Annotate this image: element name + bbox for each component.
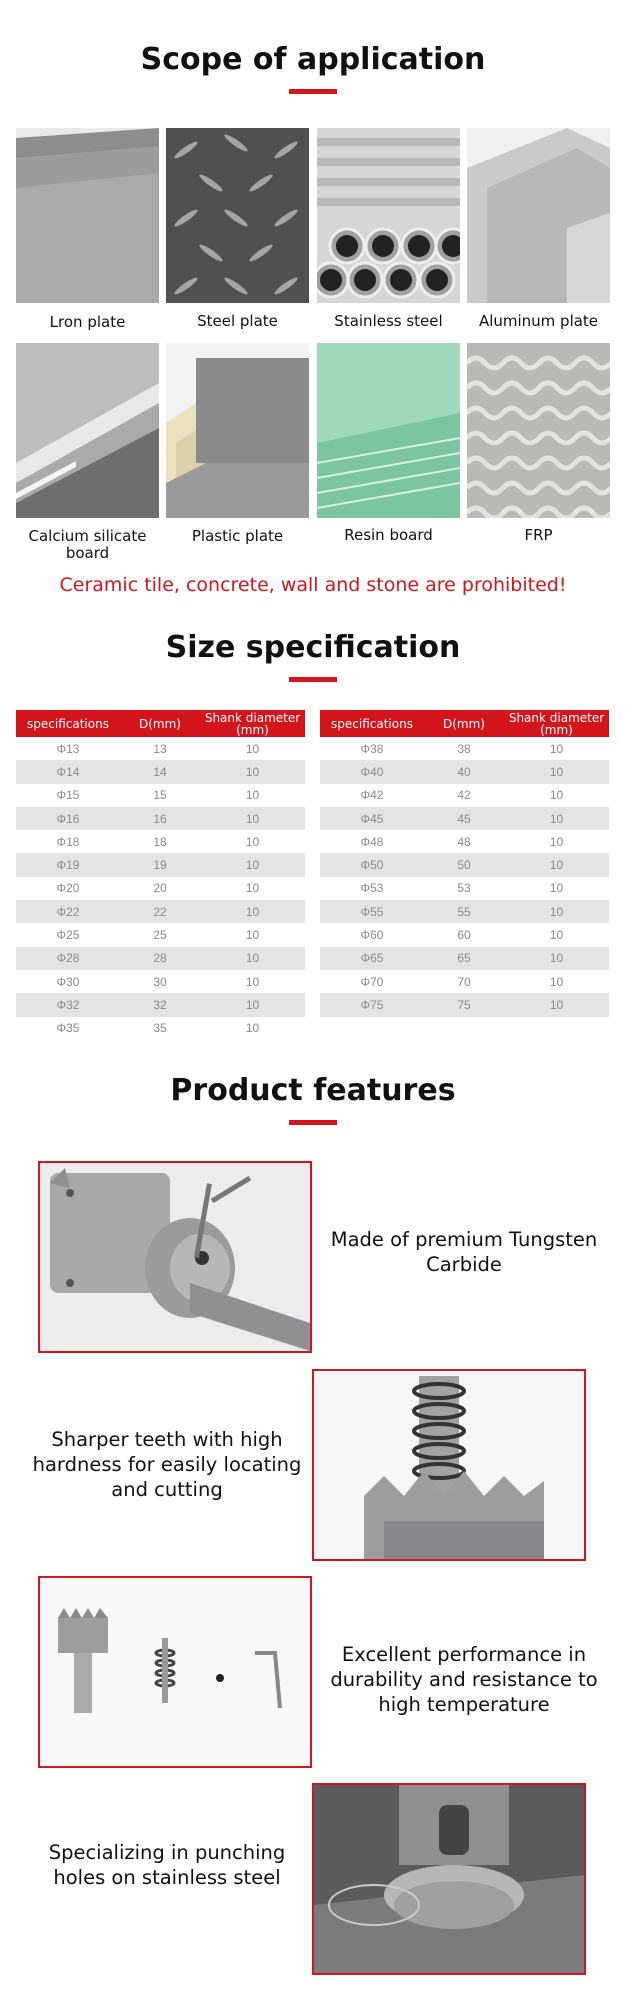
iron-plate-image [16, 128, 159, 303]
table-cell: Φ30 [56, 974, 80, 989]
table-cell: Φ28 [16, 947, 120, 970]
table-cell: 10 [245, 974, 260, 989]
stainless-steel-image [317, 128, 460, 303]
table-cell: 10 [245, 788, 260, 803]
table-cell: 10 [245, 928, 260, 943]
table-cell: Φ16 [16, 807, 120, 830]
table-cell: 42 [457, 788, 471, 803]
table-cell: 10 [245, 834, 260, 849]
spec-table-left [16, 710, 305, 1040]
table-cell: 19 [120, 853, 200, 876]
table-row [320, 760, 609, 783]
table-row [16, 760, 305, 783]
table-cell: 60 [457, 928, 471, 943]
table-cell: 45 [424, 807, 504, 830]
table-row [320, 877, 609, 900]
table-row [16, 737, 305, 760]
table-row [320, 853, 609, 876]
cutter-on-steel-plate-image [312, 1783, 586, 1975]
table-cell: Φ42 [360, 788, 384, 803]
table-cell: 50 [424, 853, 504, 876]
material-caption: Stainless steel [334, 312, 443, 330]
table-cell: Φ25 [56, 928, 80, 943]
frp-image [467, 343, 610, 518]
table-cell: Φ60 [360, 928, 384, 943]
size-title-underline [289, 677, 337, 682]
table-cell: 10 [549, 881, 564, 896]
spec-table-right [320, 710, 609, 1017]
table-cell: 10 [549, 834, 564, 849]
steel-plate-image [166, 128, 309, 303]
table-row [16, 784, 305, 807]
table-cell: Φ45 [320, 807, 424, 830]
table-cell: 16 [120, 807, 200, 830]
table-row [16, 900, 305, 923]
features-title-underline [289, 1120, 337, 1125]
material-caption: Lron plate [49, 313, 126, 331]
table-cell: Φ15 [56, 788, 80, 803]
table-cell: 40 [424, 760, 504, 783]
table-cell: Φ53 [360, 881, 384, 896]
table-row [320, 900, 609, 923]
table-cell: 10 [549, 788, 564, 803]
table-cell: 10 [504, 760, 609, 783]
table-cell: 13 [153, 741, 167, 756]
table-row [320, 784, 609, 807]
table-cell: Φ32 [16, 993, 120, 1016]
scope-title: Scope of application [140, 42, 486, 77]
table-cell: 70 [457, 974, 471, 989]
table-cell: 10 [200, 900, 305, 923]
table-cell: 10 [549, 974, 564, 989]
table-cell: Φ70 [360, 974, 384, 989]
table-row [320, 970, 609, 993]
table-cell: 10 [549, 928, 564, 943]
table-row [16, 830, 305, 853]
prohibited-warning: Ceramic tile, concrete, wall and stone are prohibited! [59, 574, 567, 596]
table-cell: 55 [424, 900, 504, 923]
table-cell: 20 [153, 881, 167, 896]
table-row [16, 807, 305, 830]
table-cell: 53 [457, 881, 471, 896]
table-cell: Φ13 [56, 741, 80, 756]
resin-board-image [317, 343, 460, 518]
column-header: Shank diameter (mm) [504, 710, 609, 737]
table-row [320, 923, 609, 946]
table-cell: Φ50 [320, 853, 424, 876]
feature-text: Made of premium Tungsten Carbide [330, 1228, 598, 1276]
table-cell: 10 [200, 993, 305, 1016]
material-caption: Steel plate [197, 312, 278, 330]
table-cell: 10 [504, 807, 609, 830]
table-cell: 10 [200, 853, 305, 876]
table-cell: Φ18 [56, 834, 80, 849]
calcium-silicate-board-image [16, 343, 159, 518]
table-row [16, 947, 305, 970]
table-cell: 10 [245, 1021, 260, 1036]
column-header: specifications [320, 710, 424, 737]
table-cell: 10 [200, 947, 305, 970]
table-cell: 75 [424, 993, 504, 1016]
table-cell: 22 [120, 900, 200, 923]
table-cell: 28 [120, 947, 200, 970]
table-row [16, 1017, 305, 1040]
table-cell: 10 [504, 947, 609, 970]
table-row [16, 970, 305, 993]
table-cell: 18 [153, 834, 167, 849]
table-cell: 30 [153, 974, 167, 989]
table-cell: Φ20 [56, 881, 80, 896]
table-cell: Φ55 [320, 900, 424, 923]
table-cell: 10 [245, 741, 260, 756]
table-cell: 10 [200, 807, 305, 830]
table-row [16, 853, 305, 876]
plastic-plate-image [166, 343, 309, 518]
table-cell: 10 [504, 853, 609, 876]
table-cell: 15 [153, 788, 167, 803]
material-caption: Aluminum plate [478, 312, 599, 330]
table-row [320, 807, 609, 830]
table-cell: 38 [457, 741, 471, 756]
features-title: Product features [170, 1073, 456, 1108]
material-caption: Resin board [344, 526, 433, 544]
scope-title-underline [289, 89, 337, 94]
table-cell: Φ19 [16, 853, 120, 876]
material-caption: FRP [524, 526, 553, 544]
table-row [320, 737, 609, 760]
table-cell: Φ22 [16, 900, 120, 923]
column-header: specifications [16, 710, 120, 737]
table-cell: 10 [549, 741, 564, 756]
aluminum-plate-image [467, 128, 610, 303]
feature-text: Sharper teeth with high hardness for easily locating and cutting [32, 1428, 302, 1501]
feature-text: Specializing in punching holes on stainless steel [48, 1841, 286, 1889]
table-cell: 35 [153, 1021, 167, 1036]
size-title: Size specification [165, 630, 461, 665]
table-cell: Φ14 [16, 760, 120, 783]
table-cell: Φ65 [320, 947, 424, 970]
table-cell: 48 [457, 834, 471, 849]
table-cell: 10 [504, 900, 609, 923]
material-caption: Plastic plate [191, 527, 284, 545]
table-cell: 10 [200, 760, 305, 783]
table-row [320, 993, 609, 1016]
table-cell: Φ35 [56, 1021, 80, 1036]
column-header: D(mm) [120, 710, 200, 737]
cutter-teeth-spring-image [312, 1369, 586, 1561]
table-cell: Φ38 [360, 741, 384, 756]
table-cell: Φ40 [320, 760, 424, 783]
feature-text: Excellent performance in durability and resistance to high temperature [330, 1643, 598, 1716]
column-header: Shank diameter (mm) [200, 710, 305, 737]
table-row [320, 830, 609, 853]
table-cell: 10 [504, 993, 609, 1016]
table-row [16, 923, 305, 946]
table-cell: 14 [120, 760, 200, 783]
table-row [16, 877, 305, 900]
table-cell: 25 [153, 928, 167, 943]
table-cell: Φ75 [320, 993, 424, 1016]
table-cell: 10 [245, 881, 260, 896]
table-row [320, 947, 609, 970]
table-cell: 65 [424, 947, 504, 970]
cutter-with-hex-key-image [38, 1161, 312, 1353]
column-header: D(mm) [424, 710, 504, 737]
table-row [16, 993, 305, 1016]
table-cell: Φ48 [360, 834, 384, 849]
material-caption: Calcium silicate board [28, 527, 147, 562]
table-cell: 32 [120, 993, 200, 1016]
cutter-kit-parts-image [38, 1576, 312, 1768]
